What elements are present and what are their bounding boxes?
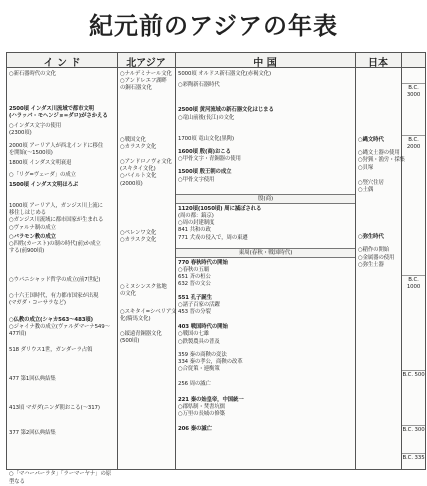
timeline-entry: ○カラスク文化 bbox=[120, 143, 157, 150]
timeline-entry: 334 秦の孝公，商鞅の改革 bbox=[178, 359, 243, 365]
bc-tick bbox=[402, 275, 425, 276]
timeline-entry: 377 第2回仏典結集 bbox=[9, 430, 56, 437]
timeline-entry: 770 春秋時代の開始 bbox=[178, 259, 228, 266]
timeline-entry: 453 晋の分裂 bbox=[178, 309, 211, 315]
timeline-entry: 221 秦の始皇帝，中国統一 bbox=[178, 396, 244, 403]
timeline-entry: ○ガンジス川流域に都市国家が生まれる bbox=[9, 217, 104, 224]
timeline-entry: 206 秦の滅亡 bbox=[178, 426, 212, 433]
timeline-entry: ○スキタイ=シベリア文 bbox=[120, 308, 177, 315]
bc-tick bbox=[402, 425, 425, 426]
timeline-entry: ○「リグ=ヴェーダ」の成立 bbox=[9, 171, 76, 178]
timeline-entry: ○新石器時代の文化 bbox=[9, 71, 56, 77]
timeline-entry: の文化 bbox=[120, 291, 136, 298]
timeline-entry: ○ジャイナ教の成立(ヴァルダマーナ549～ bbox=[9, 324, 110, 331]
timeline-entry: 2500頃 インダス川流域で都市文明 bbox=[9, 106, 94, 113]
timeline-entry: ○貝塚 bbox=[358, 164, 374, 171]
header-india: イ ン ド bbox=[43, 58, 81, 69]
header-north-asia: 北アジア bbox=[126, 58, 166, 69]
timeline-entry: ○ペレンワ文化 bbox=[120, 229, 157, 236]
bc-tick bbox=[402, 83, 425, 84]
north-asia-column bbox=[118, 67, 175, 469]
timeline-entry: 551 孔子誕生 bbox=[178, 294, 212, 301]
timeline-entry: ○彩陶新石器時代 bbox=[178, 82, 220, 89]
timeline-entry: 2000頃 アーリア人が西北インドに移住 bbox=[9, 143, 104, 149]
timeline-entry: ○周の封建制度 bbox=[178, 220, 215, 227]
timeline-entry: 1500頃 殷王朝の成立 bbox=[178, 169, 232, 176]
timeline-entry: (スキタイ文化) bbox=[120, 166, 156, 173]
dynasty-band: 殷(商) bbox=[176, 194, 355, 204]
timeline-entry: (マガダ・コーサラなど) bbox=[9, 299, 66, 306]
timeline-entry: ○アンドレエフ湖畔 bbox=[120, 78, 167, 85]
timeline-entry: 移住しはじめる bbox=[9, 210, 47, 217]
timeline-entry: ○甲骨文字使用 bbox=[178, 176, 215, 183]
timeline-entry: 841 共和の政 bbox=[178, 227, 211, 234]
timeline-entry: ○四姓(カースト)の制の時代(前)か成立 bbox=[9, 241, 101, 247]
timeline-entry: 477 第1回仏典結集 bbox=[9, 375, 56, 382]
timeline-entry: ○ウパニシャッド哲学の成立(前7世紀) bbox=[9, 277, 101, 284]
header-japan: 日本 bbox=[368, 58, 388, 69]
timeline-entry: 1000頃 アーリア人，ガンジス川上流に bbox=[9, 203, 103, 209]
timeline-entry: (2300頃) bbox=[9, 129, 32, 136]
timeline-entry: 化(騎馬文化) bbox=[120, 315, 151, 322]
timeline-entry: 518 ダリウス1世，ガンダーラ占領 bbox=[9, 346, 93, 353]
timeline-entry: ○戦国の七雄 bbox=[178, 331, 210, 338]
timeline-entry: 359 秦の商鞅の変法 bbox=[178, 351, 227, 358]
timeline-entry: (500頃) bbox=[120, 338, 140, 345]
timeline-entry: (周の都：鎬京) bbox=[178, 213, 214, 219]
timeline-entry: ○竜山前後(長江)の文化 bbox=[178, 114, 235, 121]
timeline-entry: ○バラモン教の成立 bbox=[9, 233, 56, 240]
timeline-entry: ○弥生時代 bbox=[358, 234, 384, 241]
timeline-entry: ○狩猟・漁労・採集 bbox=[358, 157, 405, 164]
timeline-entry: 413頃 マガダ(ニンダ朝おこる(～317) bbox=[9, 405, 100, 411]
timeline-entry: ○金属器の使用 bbox=[358, 254, 395, 261]
bc-marker: B.C. 500 bbox=[402, 372, 425, 378]
china-column bbox=[176, 67, 355, 469]
timeline-entry: ○ミヌシンスク盆地 bbox=[120, 284, 167, 291]
timeline-entry: 632 晋の文公 bbox=[178, 281, 211, 288]
timeline-entry: ○諸子百家の活躍 bbox=[178, 301, 220, 308]
timeline-entry: 1800頃 インダス文明衰退 bbox=[9, 160, 72, 167]
timeline-entry: ○戦国文化 bbox=[120, 136, 146, 143]
timeline-entry: ○パイルト文化 bbox=[120, 173, 157, 180]
page-title: 紀元前のアジアの年表 bbox=[88, 12, 339, 40]
timeline-entry: ○竪穴住居 bbox=[358, 179, 384, 186]
bc-marker: B.C. 1000 bbox=[406, 277, 421, 290]
timeline-entry: ○合従策・連衡策 bbox=[178, 366, 220, 373]
bc-marker: B.C. 3000 bbox=[406, 85, 421, 98]
timeline-entry: ○十六王国時代，有力都市国家が出現 bbox=[9, 292, 99, 299]
timeline-entry: 型なる bbox=[9, 478, 25, 485]
timeline-entry: ○ヴァルナ制の成立 bbox=[9, 224, 56, 231]
dynasty-band: 東周(春秋・戦国時代) bbox=[176, 248, 355, 258]
timeline-entry: を開始(～1500頃) bbox=[9, 150, 53, 157]
bc-marker: B.C. 2000 bbox=[406, 137, 421, 150]
timeline-entry: ○鉄製農具の普及 bbox=[178, 338, 220, 345]
timeline-entry: ○稲作の開始 bbox=[358, 247, 390, 254]
bc-marker: B.C. 335 bbox=[402, 455, 425, 461]
bc-tick bbox=[402, 453, 425, 454]
timeline-entry: 1120頃(1050頃) 周に滅ぼされる bbox=[178, 205, 262, 212]
header-china: 中 国 bbox=[253, 58, 277, 69]
timeline-entry: 5000頃 オルドス新石器文化(赤褐文化) bbox=[178, 71, 271, 77]
timeline-entry: ○綏遠青銅器文化 bbox=[120, 331, 162, 337]
timeline-entry: ○インダス文字の使用 bbox=[9, 122, 62, 129]
bc-year-column bbox=[402, 67, 425, 469]
timeline-entry: ○「マハーバーラタ」「ラーマーヤナ」の原 bbox=[9, 471, 112, 478]
timeline-entry: ○郡県制・焚書坑儒 bbox=[178, 403, 225, 410]
timeline-entry: ○縄文土器の使用 bbox=[358, 150, 400, 157]
column-header-row bbox=[7, 53, 425, 68]
timeline-entry: ○縄文時代 bbox=[358, 137, 384, 143]
bc-tick bbox=[402, 135, 425, 136]
timeline-entry: 771 犬戎の侵入で，周の東遷 bbox=[178, 234, 248, 241]
timeline-entry: 403 戦国時代の開始 bbox=[178, 324, 228, 331]
timeline-entry: 1700頃 竜山文化(黒陶) bbox=[178, 135, 234, 142]
timeline-entry: ○万里の長城の修築 bbox=[178, 411, 225, 417]
bc-marker: B.C. 300 bbox=[402, 427, 425, 433]
bc-tick bbox=[402, 370, 425, 371]
timeline-entry: 1500頃 インダス文明ほろぶ bbox=[9, 181, 79, 188]
timeline-entry: する(前900頃) bbox=[9, 248, 45, 255]
timeline-entry: の銅石器文化 bbox=[120, 85, 152, 92]
timeline-entry: ○土偶 bbox=[358, 187, 374, 193]
timeline-entry: ○アンドロノヴォ文化 bbox=[120, 159, 172, 165]
timeline-entry: 2500頃 黄河流域の新石器文化はじまる bbox=[178, 107, 274, 114]
timeline-entry: ○ナルデミナール文化 bbox=[120, 71, 172, 77]
timeline-entry: (ハラッパ・モヘンジョ=ダロ)がさかえる bbox=[9, 113, 108, 120]
timeline-entry: ○弥生土器 bbox=[358, 261, 384, 268]
timeline-entry: (2000頃) bbox=[120, 180, 143, 187]
timeline-entry: ○カラスク文化 bbox=[120, 237, 157, 243]
timeline-entry: 256 周の滅亡 bbox=[178, 381, 211, 388]
timeline-entry: ○春秋の五覇 bbox=[178, 267, 210, 273]
timeline-entry: ○甲骨文字・青銅器の使用 bbox=[178, 156, 241, 163]
timeline-entry: 1600頃 殷(商)おこる bbox=[178, 149, 231, 155]
india-column bbox=[7, 67, 117, 485]
timeline-entry: ○仏教の成立(シャカ563～483頃) bbox=[9, 317, 94, 323]
japan-column bbox=[356, 67, 405, 469]
timeline-entry: 477頃) bbox=[9, 331, 27, 338]
timeline-table bbox=[6, 52, 426, 485]
timeline-entry: 651 斉の桓公 bbox=[178, 274, 211, 281]
